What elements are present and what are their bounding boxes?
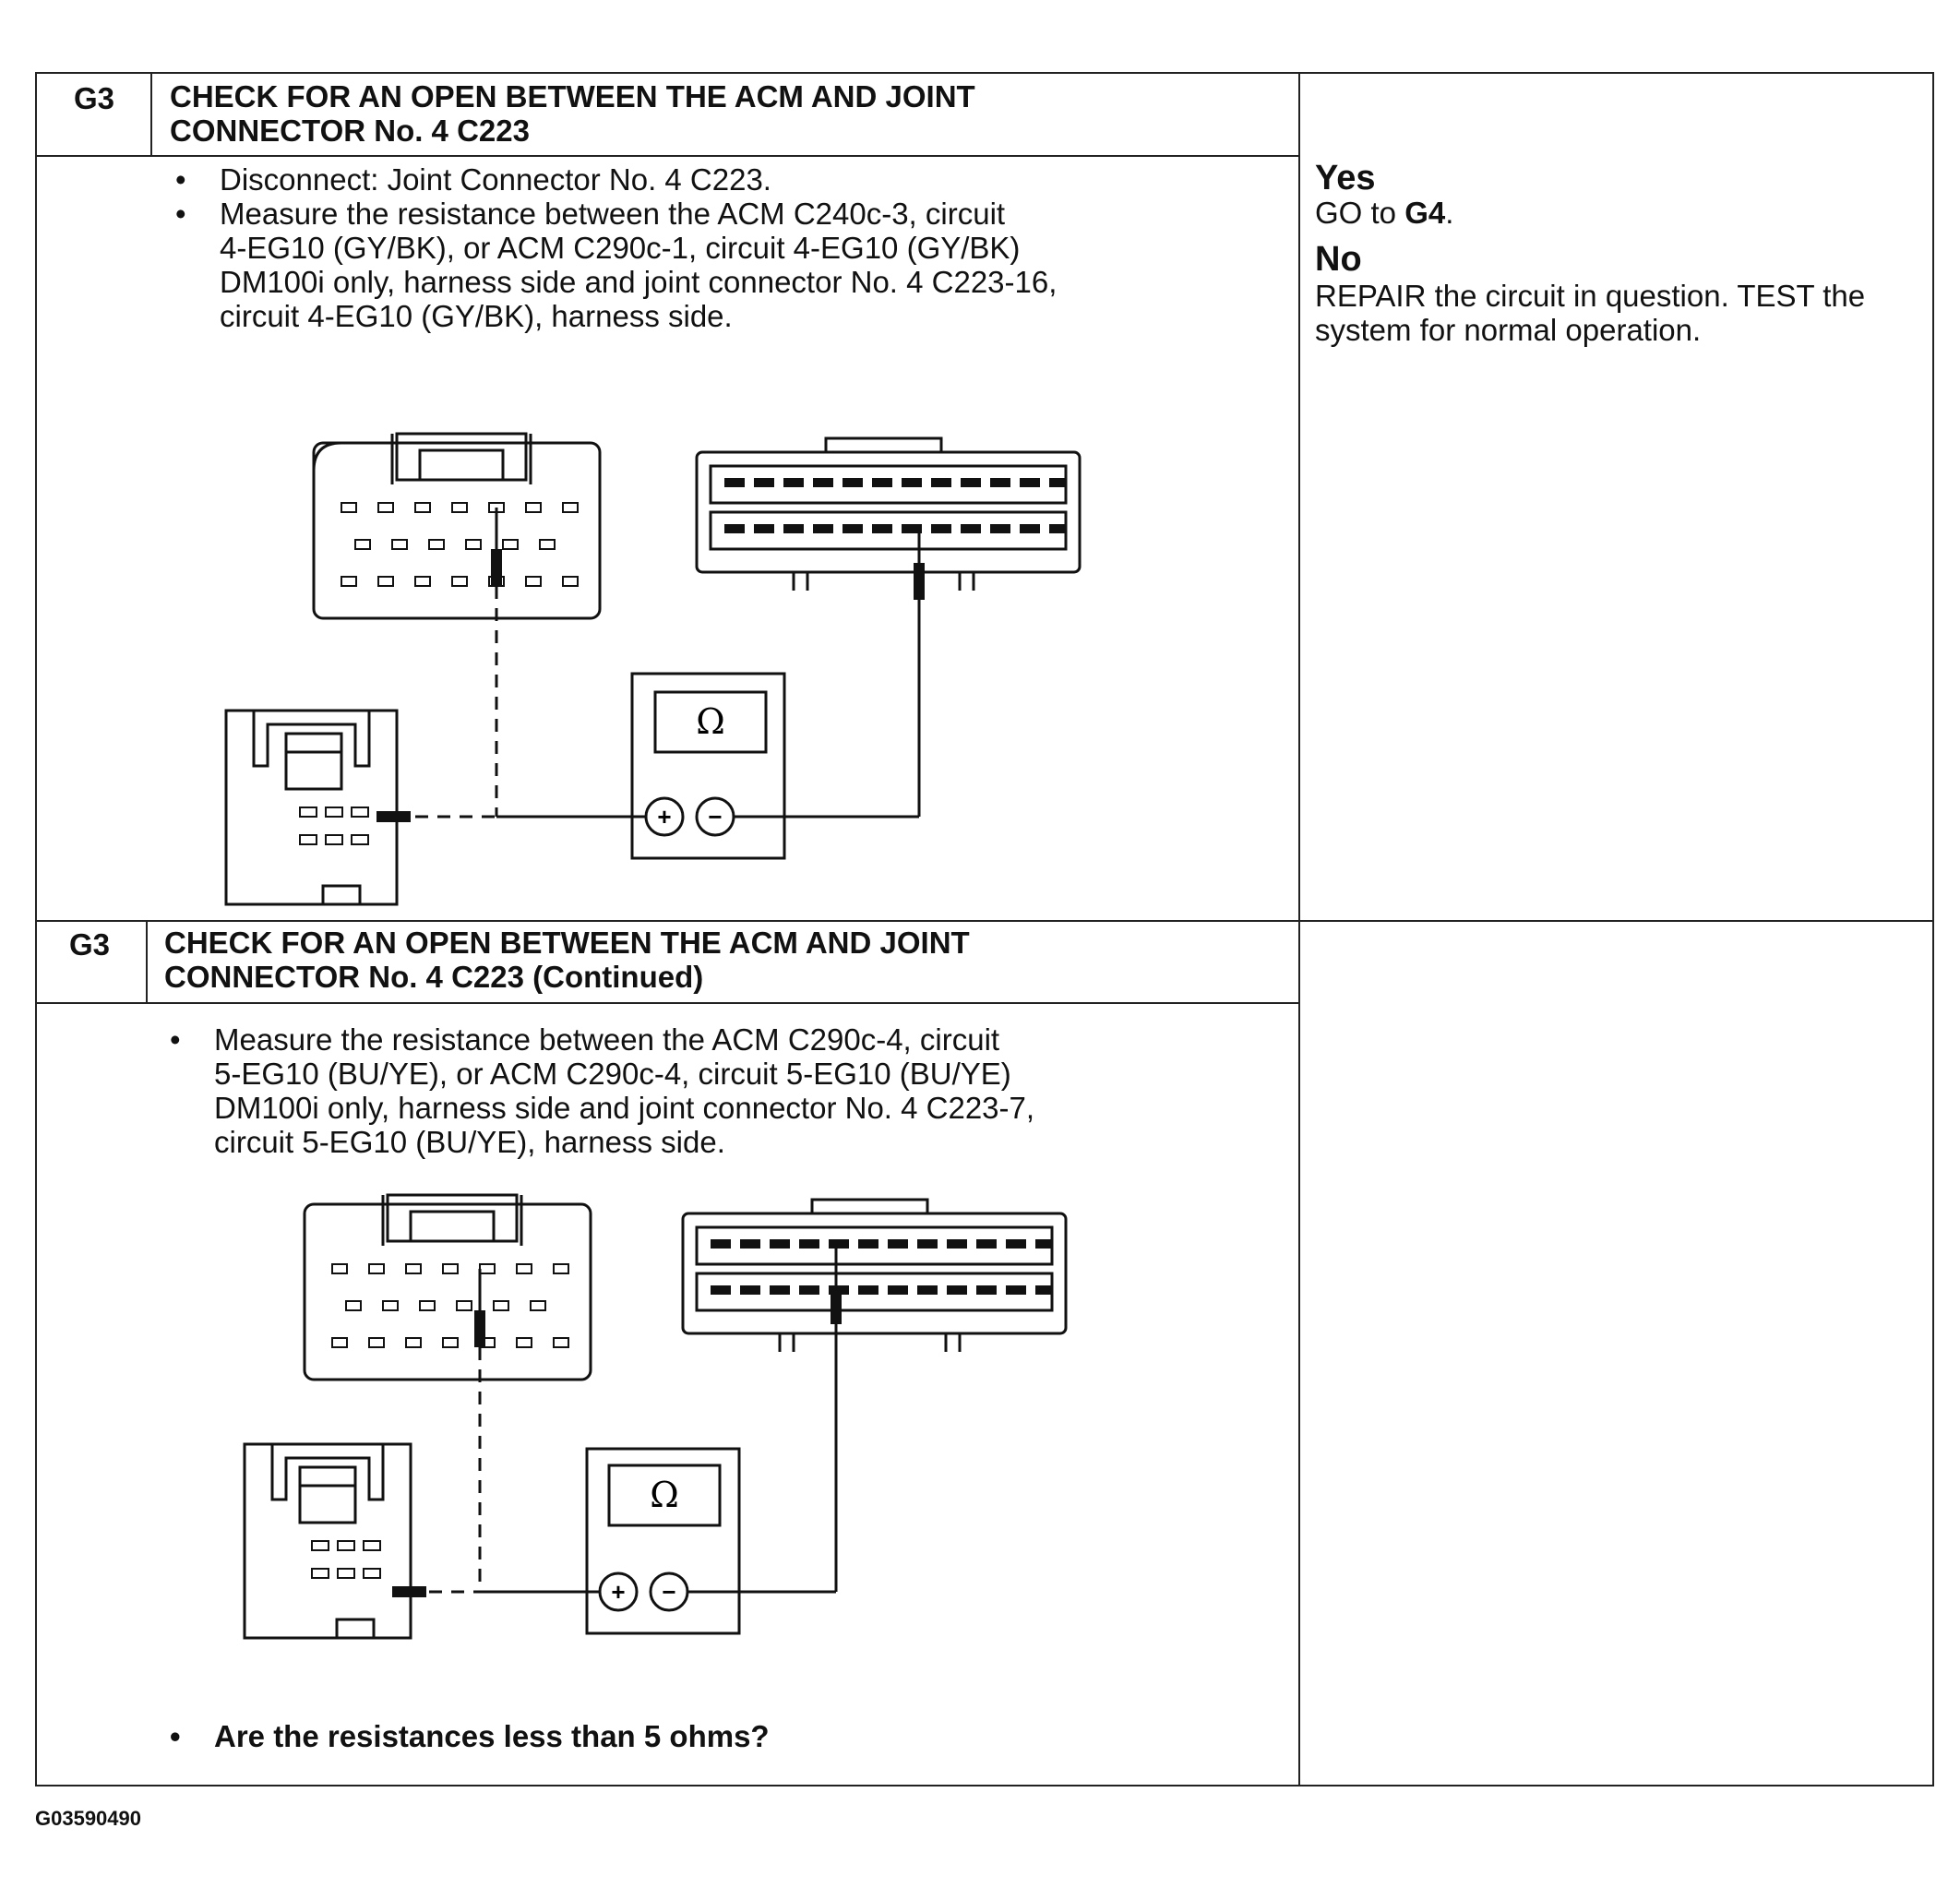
acm-connector-illustration [314, 434, 600, 618]
minus-terminal: − [662, 1578, 676, 1606]
step-instructions [166, 162, 1273, 333]
instruction-line: 5-EG10 (BU/YE), or ACM C290c-4, circuit 5-EG10 (BU/YE) [214, 1057, 1011, 1091]
step-title-line: CHECK FOR AN OPEN BETWEEN THE ACM AND JOINT [170, 79, 975, 114]
yes-label: Yes [1315, 159, 1376, 197]
step-id: G3 [74, 81, 115, 115]
instruction-item [166, 162, 1273, 197]
instruction-item [161, 1022, 1268, 1159]
instruction-line: 4-EG10 (GY/BK), or ACM C290c-1, circuit 4-EG10 (GY/BK) [220, 231, 1021, 265]
step-title-line: CONNECTOR No. 4 C223 [170, 114, 530, 148]
plus-terminal: + [611, 1578, 626, 1606]
question-item: • Are the resistances less than 5 ohms? [161, 1719, 1268, 1753]
connector-diagram [212, 360, 1117, 932]
minus-terminal: − [708, 803, 723, 830]
step-title [170, 79, 975, 148]
connector-diagram [203, 1190, 1107, 1707]
instruction-line: • Measure the resistance between the ACM C240c-3, circuit [220, 197, 1006, 231]
header-rule [37, 1002, 1298, 1004]
column-divider [1298, 74, 1300, 1785]
step-title-line: CONNECTOR No. 4 C223 (Continued) [164, 960, 704, 994]
ohm-symbol: Ω [650, 1475, 679, 1515]
step-divider-rule [37, 920, 1932, 922]
step-title [164, 926, 970, 994]
instruction-line: DM100i only, harness side and joint connector No. 4 C223-7, [214, 1091, 1035, 1125]
joint-connector-illustration [683, 1200, 1066, 1352]
step-id: G3 [69, 927, 111, 962]
joint-connector-illustration [697, 438, 1080, 591]
plus-terminal: + [657, 803, 672, 830]
instruction-line: DM100i only, harness side and joint connector No. 4 C223-16, [220, 265, 1058, 299]
acm-connector-illustration [305, 1195, 591, 1380]
no-text-line: REPAIR the circuit in question. TEST the [1315, 279, 1866, 313]
instruction-item [166, 197, 1273, 333]
figure-id: G03590490 [35, 1807, 141, 1830]
no-instruction [1315, 279, 1865, 347]
step-id-divider [150, 74, 152, 155]
yes-text: GO to [1315, 196, 1397, 230]
no-label: No [1315, 240, 1362, 279]
instruction-line: circuit 5-EG10 (BU/YE), harness side. [214, 1125, 725, 1159]
yes-end: . [1445, 196, 1454, 230]
instruction-line: • Disconnect: Joint Connector No. 4 C223. [220, 162, 771, 197]
yes-instruction [1315, 196, 1453, 230]
step-id-divider [146, 920, 148, 1002]
step-instructions [161, 1022, 1268, 1159]
yes-target: G4 [1404, 196, 1446, 230]
no-text-line: system for normal operation. [1315, 313, 1702, 347]
instruction-line: circuit 4-EG10 (GY/BK), harness side. [220, 299, 733, 333]
header-rule [37, 155, 1298, 157]
step-title-line: CHECK FOR AN OPEN BETWEEN THE ACM AND JOINT [164, 926, 970, 960]
instruction-line: • Measure the resistance between the ACM C290c-4, circuit [214, 1022, 1000, 1057]
ohm-symbol: Ω [696, 701, 725, 742]
step-question [161, 1719, 1268, 1753]
diagnostic-table [35, 72, 1934, 1786]
